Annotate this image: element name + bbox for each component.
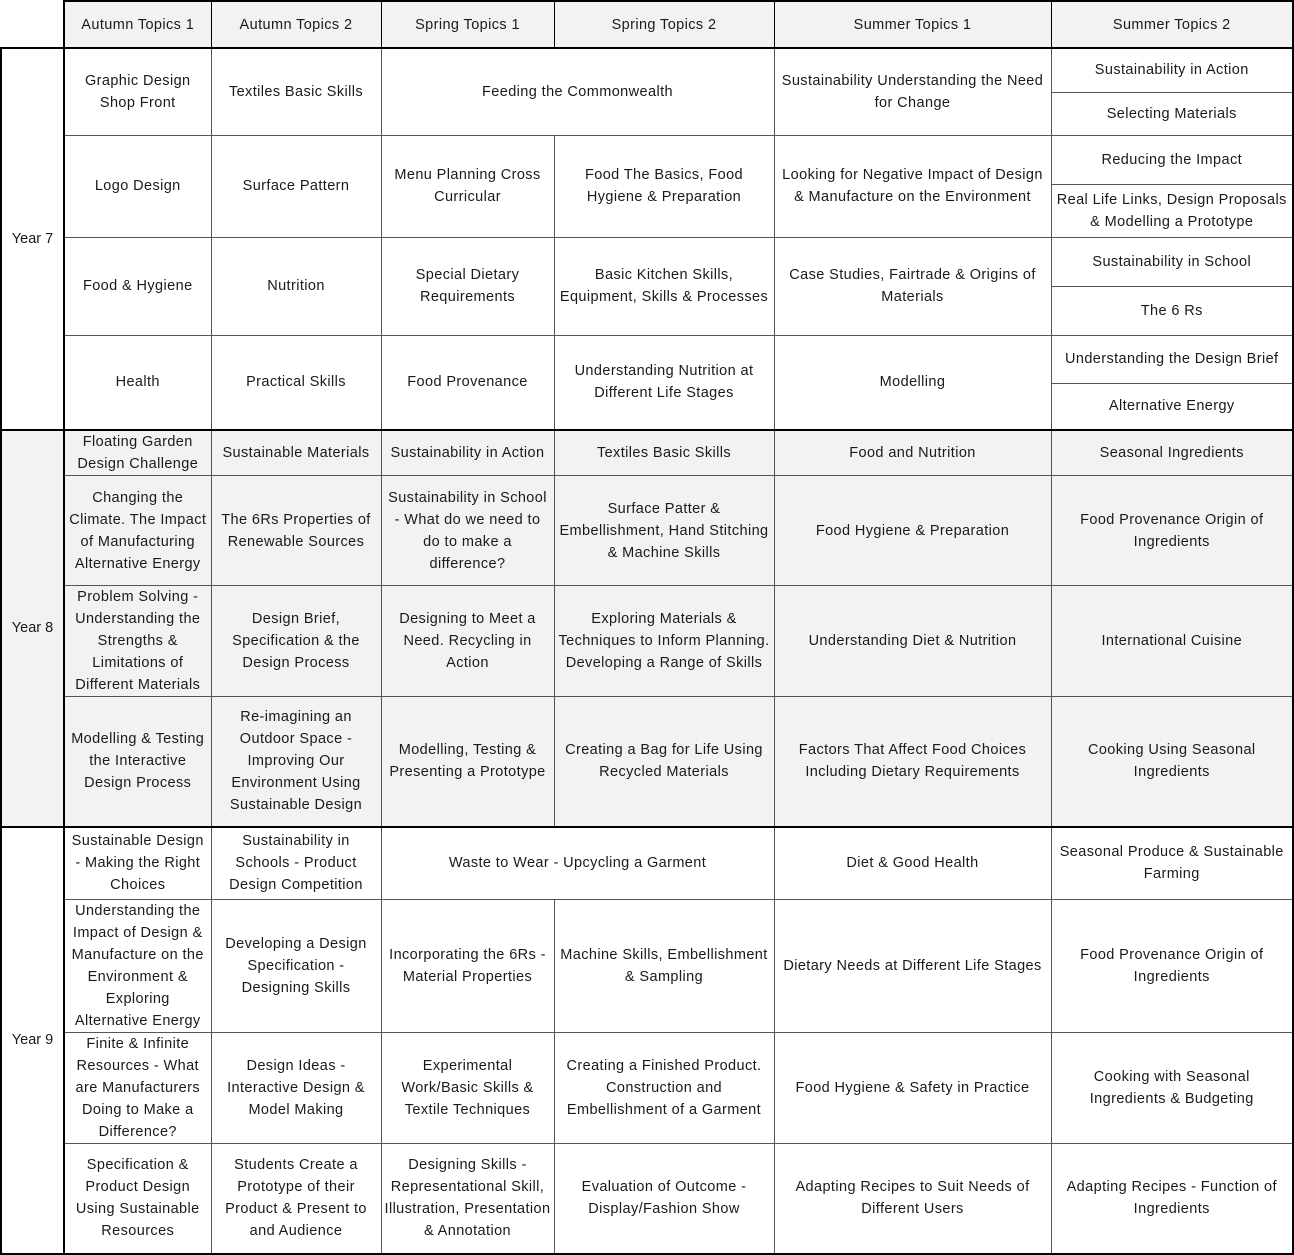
cell: Selecting Materials bbox=[1051, 92, 1293, 135]
cell: Designing Skills - Representational Skill, Illustration, Presentation & Annotation bbox=[381, 1144, 554, 1254]
cell: Food Provenance bbox=[381, 335, 554, 430]
cell: Food Hygiene & Safety in Practice bbox=[774, 1033, 1051, 1144]
cell: Real Life Links, Design Proposals & Modelling a Prototype bbox=[1051, 184, 1293, 237]
cell: Surface Pattern bbox=[211, 135, 381, 237]
cell: Dietary Needs at Different Life Stages bbox=[774, 900, 1051, 1033]
cell: Seasonal Ingredients bbox=[1051, 430, 1293, 476]
cell: Modelling & Testing the Interactive Design Process bbox=[64, 697, 211, 827]
cell: Sustainable Design - Making the Right Choices bbox=[64, 827, 211, 900]
header-spring-2: Spring Topics 2 bbox=[554, 1, 774, 48]
year9-row-2 bbox=[1, 900, 1293, 1033]
cell: Modelling bbox=[774, 335, 1051, 430]
year9-row-4 bbox=[1, 1144, 1293, 1254]
cell: Reducing the Impact bbox=[1051, 135, 1293, 184]
cell: Case Studies, Fairtrade & Origins of Materials bbox=[774, 237, 1051, 335]
cell: The 6Rs Properties of Renewable Sources bbox=[211, 476, 381, 586]
year7-row-1a bbox=[1, 48, 1293, 92]
header-autumn-1: Autumn Topics 1 bbox=[64, 1, 211, 48]
year-9-label: Year 9 bbox=[1, 827, 64, 1254]
year9-row-3 bbox=[1, 1033, 1293, 1144]
cell: Designing to Meet a Need. Recycling in Action bbox=[381, 586, 554, 697]
cell: Health bbox=[64, 335, 211, 430]
cell: Food Provenance Origin of Ingredients bbox=[1051, 900, 1293, 1033]
cell: Understanding Nutrition at Different Life Stages bbox=[554, 335, 774, 430]
year9-row-1 bbox=[1, 827, 1293, 900]
cell: Sustainable Materials bbox=[211, 430, 381, 476]
cell: Factors That Affect Food Choices Including Dietary Requirements bbox=[774, 697, 1051, 827]
cell: Adapting Recipes - Function of Ingredients bbox=[1051, 1144, 1293, 1254]
cell: Sustainability in Action bbox=[1051, 48, 1293, 92]
cell: Looking for Negative Impact of Design & Manufacture on the Environment bbox=[774, 135, 1051, 237]
cell: Creating a Finished Product. Construction and Embellishment of a Garment bbox=[554, 1033, 774, 1144]
cell: Alternative Energy bbox=[1051, 383, 1293, 430]
cell: Finite & Infinite Resources - What are Manufacturers Doing to Make a Difference? bbox=[64, 1033, 211, 1144]
cell: Design Ideas - Interactive Design & Model Making bbox=[211, 1033, 381, 1144]
cell: Feeding the Commonwealth bbox=[381, 48, 774, 135]
cell: International Cuisine bbox=[1051, 586, 1293, 697]
cell: Specification & Product Design Using Sustainable Resources bbox=[64, 1144, 211, 1254]
cell: Food & Hygiene bbox=[64, 237, 211, 335]
cell: Re-imagining an Outdoor Space - Improving Our Environment Using Sustainable Design bbox=[211, 697, 381, 827]
cell: Practical Skills bbox=[211, 335, 381, 430]
corner-cell bbox=[1, 1, 64, 48]
cell: Exploring Materials & Techniques to Inform Planning. Developing a Range of Skills bbox=[554, 586, 774, 697]
cell: Textiles Basic Skills bbox=[554, 430, 774, 476]
cell: Floating Garden Design Challenge bbox=[64, 430, 211, 476]
cell: Adapting Recipes to Suit Needs of Different Users bbox=[774, 1144, 1051, 1254]
cell: Food Provenance Origin of Ingredients bbox=[1051, 476, 1293, 586]
cell: Food The Basics, Food Hygiene & Preparation bbox=[554, 135, 774, 237]
cell: Understanding Diet & Nutrition bbox=[774, 586, 1051, 697]
cell: Cooking Using Seasonal Ingredients bbox=[1051, 697, 1293, 827]
cell: Experimental Work/Basic Skills & Textile Techniques bbox=[381, 1033, 554, 1144]
cell: Special Dietary Requirements bbox=[381, 237, 554, 335]
year7-row-2a bbox=[1, 135, 1293, 184]
cell: Evaluation of Outcome - Display/Fashion Show bbox=[554, 1144, 774, 1254]
cell: Sustainability in Action bbox=[381, 430, 554, 476]
cell: Machine Skills, Embellishment & Sampling bbox=[554, 900, 774, 1033]
cell: Changing the Climate. The Impact of Manufacturing Alternative Energy bbox=[64, 476, 211, 586]
cell: Sustainability in Schools - Product Design Competition bbox=[211, 827, 381, 900]
cell: Textiles Basic Skills bbox=[211, 48, 381, 135]
cell: Food and Nutrition bbox=[774, 430, 1051, 476]
cell: The 6 Rs bbox=[1051, 286, 1293, 335]
year8-row-1 bbox=[1, 430, 1293, 476]
cell: Diet & Good Health bbox=[774, 827, 1051, 900]
cell: Menu Planning Cross Curricular bbox=[381, 135, 554, 237]
cell: Graphic Design Shop Front bbox=[64, 48, 211, 135]
year-7-label: Year 7 bbox=[1, 48, 64, 430]
cell: Students Create a Prototype of their Product & Present to and Audience bbox=[211, 1144, 381, 1254]
year8-row-3 bbox=[1, 586, 1293, 697]
header-spring-1: Spring Topics 1 bbox=[381, 1, 554, 48]
cell: Problem Solving - Understanding the Strengths & Limitations of Different Materials bbox=[64, 586, 211, 697]
header-row bbox=[1, 1, 1293, 48]
cell: Cooking with Seasonal Ingredients & Budgeting bbox=[1051, 1033, 1293, 1144]
cell: Sustainability in School - What do we need to do to make a difference? bbox=[381, 476, 554, 586]
header-summer-1: Summer Topics 1 bbox=[774, 1, 1051, 48]
year8-row-2 bbox=[1, 476, 1293, 586]
cell: Developing a Design Specification - Designing Skills bbox=[211, 900, 381, 1033]
cell: Logo Design bbox=[64, 135, 211, 237]
cell: Design Brief, Specification & the Design Process bbox=[211, 586, 381, 697]
cell: Creating a Bag for Life Using Recycled Materials bbox=[554, 697, 774, 827]
cell: Food Hygiene & Preparation bbox=[774, 476, 1051, 586]
year-8-label: Year 8 bbox=[1, 430, 64, 827]
cell: Modelling, Testing & Presenting a Prototype bbox=[381, 697, 554, 827]
cell: Understanding the Design Brief bbox=[1051, 335, 1293, 383]
cell: Sustainability Understanding the Need for Change bbox=[774, 48, 1051, 135]
cell: Surface Patter & Embellishment, Hand Stitching & Machine Skills bbox=[554, 476, 774, 586]
cell: Basic Kitchen Skills, Equipment, Skills & Processes bbox=[554, 237, 774, 335]
cell: Waste to Wear - Upcycling a Garment bbox=[381, 827, 774, 900]
header-summer-2: Summer Topics 2 bbox=[1051, 1, 1293, 48]
cell: Incorporating the 6Rs - Material Properties bbox=[381, 900, 554, 1033]
year7-row-3a bbox=[1, 237, 1293, 286]
cell: Nutrition bbox=[211, 237, 381, 335]
header-autumn-2: Autumn Topics 2 bbox=[211, 1, 381, 48]
year8-row-4 bbox=[1, 697, 1293, 827]
cell: Seasonal Produce & Sustainable Farming bbox=[1051, 827, 1293, 900]
year7-row-4a bbox=[1, 335, 1293, 383]
cell: Understanding the Impact of Design & Manufacture on the Environment & Exploring Alternative Energy bbox=[64, 900, 211, 1033]
cell: Sustainability in School bbox=[1051, 237, 1293, 286]
